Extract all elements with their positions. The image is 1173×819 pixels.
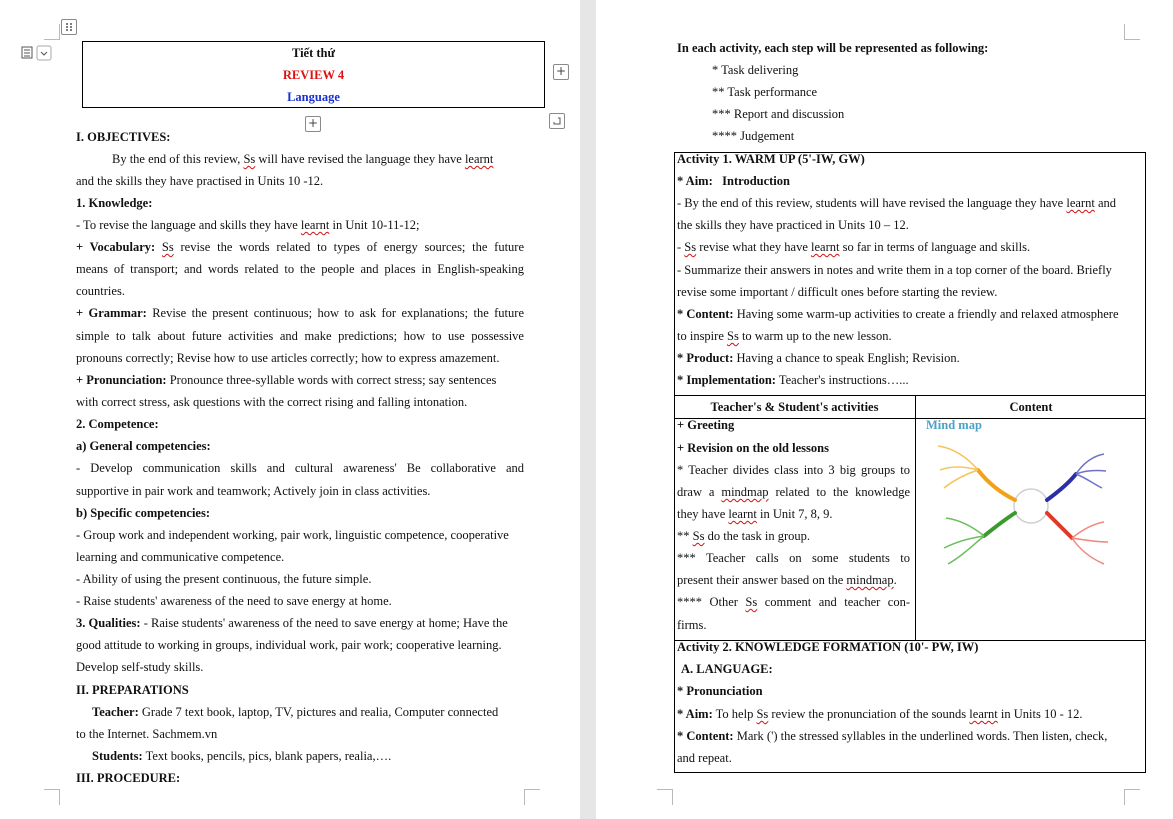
grammar-line-2: simple to talk about future activities and make predictions; how to use possessive [76, 329, 524, 343]
mind-map-label: Mind map [926, 418, 982, 432]
page-corner-mark [44, 24, 60, 40]
content-line-2: to inspire Ss to warm up to the new lesson. [677, 329, 892, 343]
specific-competencies-line: - Group work and independent working, pair work, linguistic competence, cooperative [76, 528, 509, 542]
qualities-line: 3. Qualities: - Raise students' awareness of the need to save energy at home; Have the [76, 616, 508, 630]
document-page-left [0, 0, 580, 819]
teacher-step-4: **** Other Ss comment and teacher con- [677, 595, 910, 609]
table-header-activities: Teacher's & Student's activities [710, 400, 879, 414]
qualities-line-3: Develop self-study skills. [76, 660, 204, 674]
step-3: *** Report and discussion [712, 107, 845, 121]
content-2-line: * Content: Mark (') the stressed syllables in the underlined words. Then listen, check, [677, 729, 1108, 743]
layout-options-icon [19, 44, 55, 62]
teacher-prep-line: Teacher: Grade 7 text book, laptop, TV, pictures and realia, Computer connected [92, 705, 499, 719]
heading-competence: 2. Competence: [76, 417, 159, 431]
page-corner-mark [1124, 24, 1140, 40]
heading-general-competencies: a) General competencies: [76, 439, 211, 453]
heading-specific-competencies: b) Specific competencies: [76, 506, 210, 520]
vocabulary-line: + Vocabulary: Ss revise the words related to types of energy sources; the future [76, 240, 525, 254]
heading-objectives: I. OBJECTIVES: [76, 130, 171, 144]
vocabulary-line-2: means of transport; and words related to the people and places in English-speaking [76, 262, 524, 276]
heading-procedure: III. PROCEDURE: [76, 771, 181, 785]
heading-language: A. LANGUAGE: [681, 662, 773, 676]
activity-2-title: Activity 2. KNOWLEDGE FORMATION (10'- PW, IW) [677, 640, 979, 654]
teacher-step-1: * Teacher divides class into 3 big groups to [677, 463, 910, 477]
specific-competencies-line-4: - Raise students' awareness of the need to save energy at home. [76, 594, 392, 608]
aim-detail-line-4: - Summarize their answers in notes and write them in a top corner of the board. Briefly [677, 263, 1112, 277]
teacher-step-1c: they have learnt in Unit 7, 8, 9. [677, 507, 833, 521]
teacher-step-2: ** Ss do the task in group. [677, 529, 810, 543]
table-header-content: Content [1009, 400, 1053, 414]
add-column-button[interactable]: + [553, 64, 569, 80]
document-page-right [596, 0, 1173, 819]
teacher-step-4b: firms. [677, 618, 707, 632]
heading-preparations: II. PREPARATIONS [76, 683, 189, 697]
grammar-line: + Grammar: Revise the present continuous; how to ask for explanations; the future [76, 306, 524, 320]
resize-icon [552, 116, 562, 126]
lesson-number: Tiết thứ [291, 46, 336, 60]
table-resize-handle[interactable] [549, 113, 565, 129]
content-2-line-2: and repeat. [677, 751, 732, 765]
aim-detail-line-5: revise some important / difficult ones before starting the review. [677, 285, 998, 299]
table-rule [674, 418, 1146, 419]
content-line: * Content: Having some warm-up activities to create a friendly and relaxed atmosphere [677, 307, 1119, 321]
general-competencies-line: - Develop communication skills and cultural awareness' Be collaborative and [76, 461, 524, 475]
aim-detail-line: - By the end of this review, students will have revised the language they have learnt and [677, 196, 1117, 210]
vocabulary-line-3: countries. [76, 284, 125, 298]
grammar-line-3: pronouns correctly; Revise how to use articles correctly; how to express amazement. [76, 351, 500, 365]
students-prep-line: Students: Text books, pencils, pics, blank papers, realia,…. [92, 749, 392, 763]
lesson-title-box [82, 41, 545, 108]
page-gap [580, 0, 596, 819]
heading-pronunciation: * Pronunciation [677, 684, 763, 698]
teacher-step-3: *** Teacher calls on some students to [677, 551, 910, 565]
teacher-step-1b: draw a mindmap related to the knowledge [677, 485, 910, 499]
page-corner-mark [1124, 789, 1140, 805]
teacher-prep-line-2: to the Internet. Sachmem.vn [76, 727, 218, 741]
lesson-subtitle: Language [287, 90, 340, 104]
step-1: * Task delivering [712, 63, 799, 77]
aim-line: * Aim: Introduction [677, 174, 790, 188]
general-competencies-line-2: supportive in pair work and teamwork; Actively join in class activities. [76, 484, 431, 498]
specific-competencies-line-2: learning and communicative competence. [76, 550, 285, 564]
qualities-line-2: good attitude to working in groups, individual work, pair work; cooperative learning. [76, 638, 502, 652]
table-move-handle[interactable] [61, 19, 77, 35]
aim-detail-line-3: - Ss revise what they have learnt so far in terms of language and skills. [677, 240, 1031, 254]
knowledge-line: - To revise the language and skills they have learnt in Unit 10-11-12; [76, 218, 420, 232]
revision-line: + Revision on the old lessons [677, 441, 829, 455]
mind-map-illustration [926, 438, 1136, 578]
step-2: ** Task performance [712, 85, 818, 99]
greeting-line: + Greeting [677, 418, 735, 432]
page-corner-mark [524, 789, 540, 805]
objectives-intro-cont: and the skills they have practised in Units 10 -12. [76, 174, 324, 188]
page-corner-mark [657, 789, 673, 805]
add-row-button[interactable]: + [305, 116, 321, 132]
specific-competencies-line-3: - Ability of using the present continuous, the future simple. [76, 572, 372, 586]
steps-title: In each activity, each step will be represented as following: [677, 41, 989, 55]
step-4: **** Judgement [712, 129, 795, 143]
table-column-divider [915, 395, 916, 640]
aim-2-line: * Aim: To help Ss review the pronunciation of the sounds learnt in Units 10 - 12. [677, 707, 1083, 721]
layout-options-button[interactable] [19, 44, 55, 62]
product-line: * Product: Having a chance to speak English; Revision. [677, 351, 960, 365]
heading-knowledge: 1. Knowledge: [76, 196, 153, 210]
pronunciation-line: + Pronunciation: Pronounce three-syllable words with correct stress; say sentences [76, 373, 497, 387]
review-title: REVIEW 4 [282, 68, 345, 82]
teacher-step-3b: present their answer based on the mindmap. [677, 573, 897, 587]
pronunciation-line-2: with correct stress, ask questions with the correct rising and falling intonation. [76, 395, 468, 409]
page-corner-mark [44, 789, 60, 805]
activity-1-title: Activity 1. WARM UP (5'-IW, GW) [677, 152, 865, 166]
implementation-line: * Implementation: Teacher's instructions…... [677, 373, 909, 387]
aim-detail-line-2: the skills they have practiced in Units 10 – 12. [677, 218, 909, 232]
objectives-intro: By the end of this review, Ss will have revised the language they have learnt [112, 152, 494, 166]
